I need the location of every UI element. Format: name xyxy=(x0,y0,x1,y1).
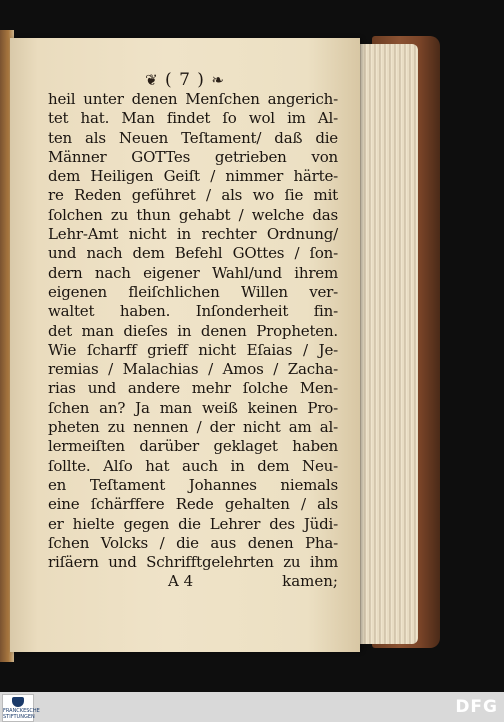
text-line: pheten zu nennen / der nicht am al- xyxy=(48,418,338,437)
text-line: Männer GOTTes getrieben von xyxy=(48,147,338,166)
ornament-left-icon: ❦ xyxy=(145,71,159,89)
text-line: ſchen Volcks / die aus denen Pha- xyxy=(48,533,338,552)
text-line: det man dieſes in denen Propheten. xyxy=(48,321,338,340)
text-line: riſäern und Schrifftgelehrten zu ihm xyxy=(48,553,338,572)
text-line: eigenen fleiſchlichen Willen ver- xyxy=(48,282,338,301)
text-line: ſolchen zu thun gehabt / welche das xyxy=(48,205,338,224)
text-line: Lehr-Amt nicht in rechter Ordnung/ xyxy=(48,225,338,244)
text-line: eine ſchärffere Rede gehalten / als xyxy=(48,495,338,514)
franckesche-stiftungen-logo[interactable] xyxy=(2,694,40,722)
dfg-logo[interactable]: DFG xyxy=(455,697,498,717)
text-line: remias / Malachias / Amos / Zacha- xyxy=(48,360,338,379)
text-line: ſollte. Alſo hat auch in dem Neu- xyxy=(48,456,338,475)
text-line: tet hat. Man findet ſo wol im Al- xyxy=(48,109,338,128)
text-line: dern nach eigener Wahl/und ihrem xyxy=(48,263,338,282)
viewer-footer-bar xyxy=(0,692,504,722)
page-number: ( 7 ) xyxy=(165,70,205,90)
text-line: ſchen an? Ja man weiß keinen Pro- xyxy=(48,398,338,417)
text-line: re Reden geführet / als wo ſie mit xyxy=(48,186,338,205)
signature-mark: A 4 xyxy=(168,572,194,590)
text-line: rias und andere mehr ſolche Men- xyxy=(48,379,338,398)
logo-left-text: FRANCKESCHE STIFTUNGEN xyxy=(3,708,40,720)
page-foot xyxy=(48,571,338,591)
text-line: Wie ſcharff grieff nicht Eſaias / Je- xyxy=(48,340,338,359)
text-line: er hielte gegen die Lehrer des Jüdi- xyxy=(48,514,338,533)
text-line: waltet haben. Inſonderheit fin- xyxy=(48,302,338,321)
page-stack-edges xyxy=(352,44,418,644)
text-line: en Teſtament Johannes niemals xyxy=(48,475,338,494)
page-header xyxy=(10,70,360,90)
book-page xyxy=(10,38,360,652)
ornament-right-icon: ❧ xyxy=(211,71,225,89)
text-line: dem Heiligen Geiſt / nimmer härte- xyxy=(48,167,338,186)
text-block xyxy=(48,90,338,572)
text-line: ten als Neuen Teſtament/ daß die xyxy=(48,128,338,147)
catchword: kamen; xyxy=(282,572,338,590)
text-line: und nach dem Befehl GOttes / ſon- xyxy=(48,244,338,263)
crest-icon xyxy=(12,697,24,707)
text-line: heil unter denen Menſchen angerich- xyxy=(48,90,338,108)
text-line: lermeiſten darüber geklaget haben xyxy=(48,437,338,456)
